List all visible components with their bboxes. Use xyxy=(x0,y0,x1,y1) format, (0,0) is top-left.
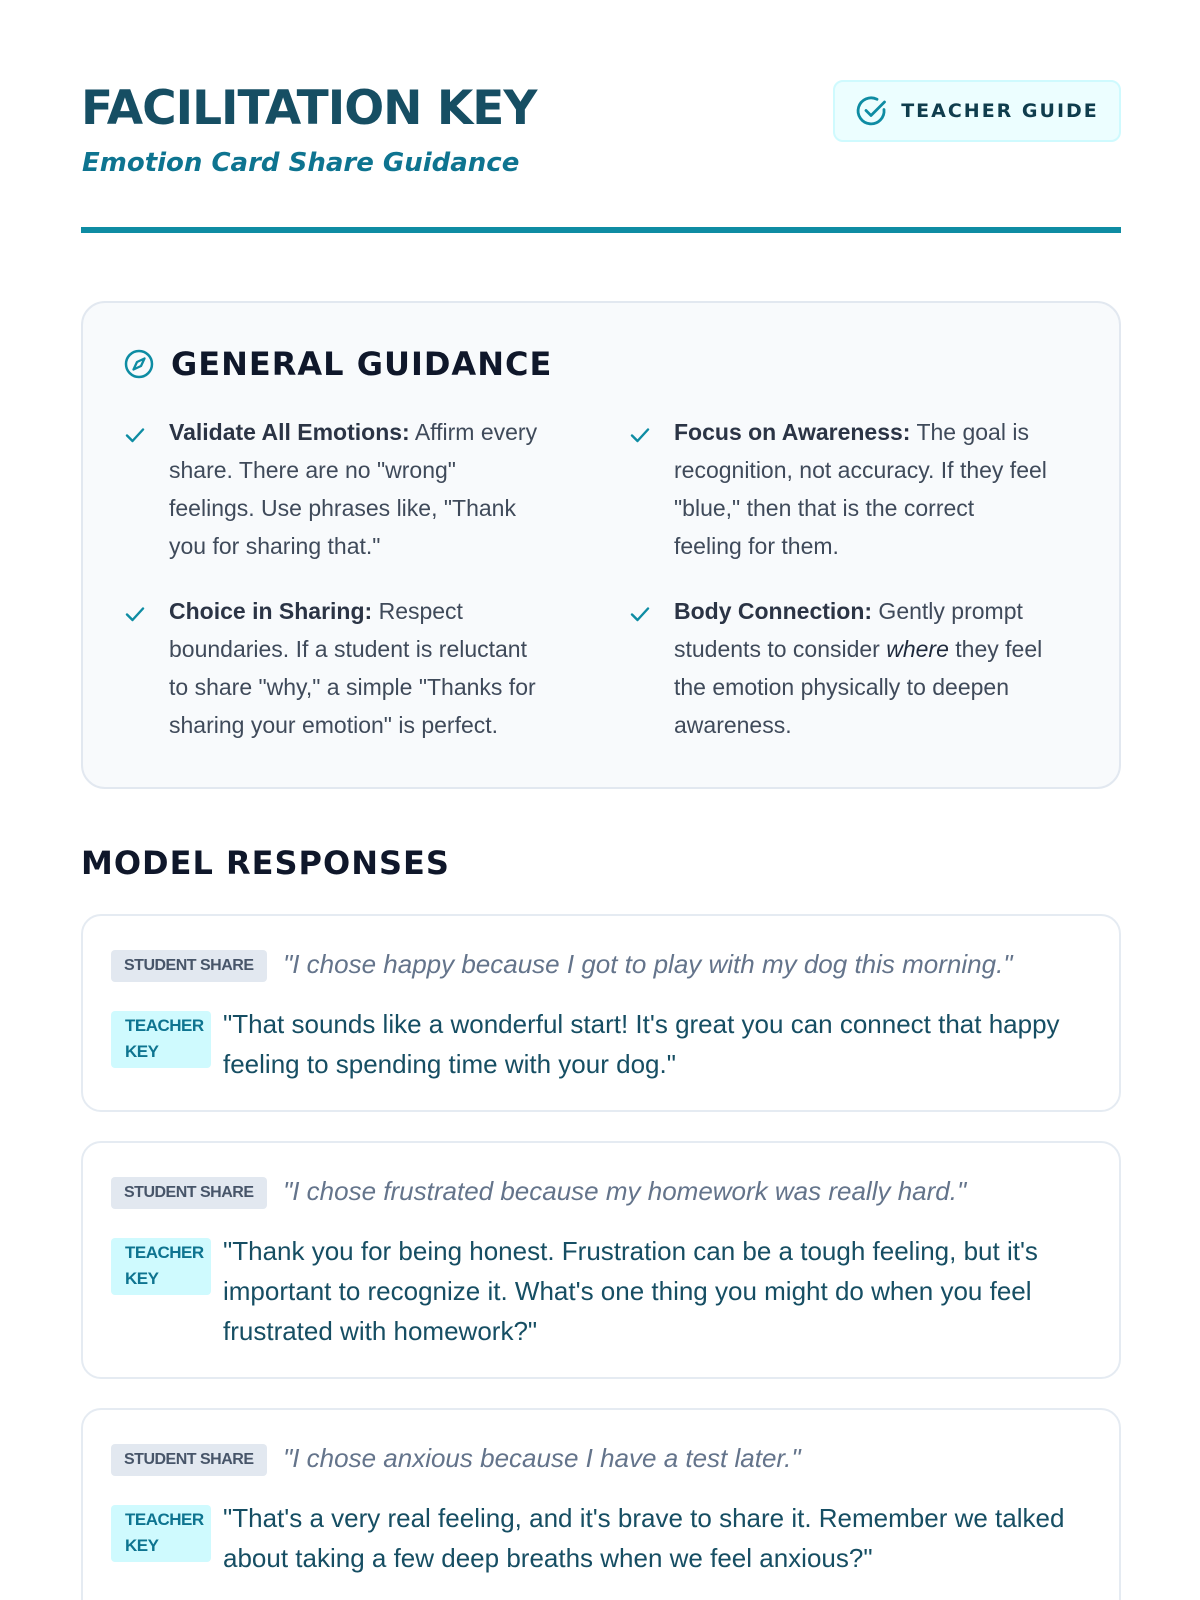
general-guidance-heading xyxy=(123,345,552,383)
model-response-card xyxy=(81,1141,1121,1379)
guidance-item-text xyxy=(169,592,543,744)
guidance-item-text xyxy=(674,413,1048,565)
guidance-item-body: Respect boundaries. If a student is reluctant to share "why," a simple "Thanks for sharing your emotion" is perfect. xyxy=(169,598,536,738)
facilitation-key-page xyxy=(81,0,1121,1573)
teacher-key-tag: TEACHER KEY xyxy=(111,1011,211,1068)
teacher-guide-badge xyxy=(833,80,1121,142)
student-share-quote: "I chose anxious because I have a test later." xyxy=(283,1443,801,1473)
model-response-card xyxy=(81,914,1121,1112)
guidance-item-term: Focus on Awareness: xyxy=(674,419,911,445)
guidance-item-body: Gently prompt students to consider xyxy=(674,598,1023,662)
teacher-guide-label: TEACHER GUIDE xyxy=(901,100,1099,122)
model-responses-title: MODEL RESPONSES xyxy=(81,844,450,882)
teacher-key-response: "That sounds like a wonderful start! It's great you can connect that happy feeling to spending time with your dog." xyxy=(223,1009,1060,1079)
header-divider xyxy=(81,227,1121,233)
compass-icon xyxy=(123,348,155,380)
guidance-item xyxy=(123,592,543,744)
guidance-item xyxy=(123,413,543,565)
guidance-item-body: The goal is recognition, not accuracy. If they feel "blue," then that is the correct feeling for them. xyxy=(674,419,1047,559)
check-icon xyxy=(628,602,652,626)
student-share-tag: STUDENT SHARE xyxy=(111,950,267,982)
guidance-item-text xyxy=(674,592,1048,744)
guidance-item-body: Affirm every share. There are no "wrong" feelings. Use phrases like, "Thank you for sharing that." xyxy=(169,419,538,559)
guidance-item-term: Choice in Sharing: xyxy=(169,598,373,624)
check-icon xyxy=(123,602,147,626)
check-icon xyxy=(628,423,652,447)
guidance-item-term: Body Connection: xyxy=(674,598,873,624)
teacher-key-tag: TEACHER KEY xyxy=(111,1505,211,1562)
teacher-key-response: "That's a very real feeling, and it's brave to share it. Remember we talked about taking a few deep breaths when we feel anxious?" xyxy=(223,1503,1065,1573)
check-icon xyxy=(123,423,147,447)
page-title: FACILITATION KEY xyxy=(81,81,537,136)
check-circle-icon xyxy=(855,94,889,128)
teacher-key-tag: TEACHER KEY xyxy=(111,1238,211,1295)
page-header xyxy=(81,0,1121,232)
student-share-quote: "I chose frustrated because my homework was really hard." xyxy=(283,1176,967,1206)
student-share-quote: "I chose happy because I got to play with my dog this morning." xyxy=(283,949,1013,979)
general-guidance-card xyxy=(81,301,1121,789)
guidance-item-emphasis: where xyxy=(886,636,949,662)
guidance-item-term: Validate All Emotions: xyxy=(169,419,410,445)
guidance-item xyxy=(628,413,1048,565)
guidance-item-body-end: they feel the emotion physically to deepen awareness. xyxy=(674,636,1043,738)
guidance-item-text xyxy=(169,413,543,565)
guidance-item xyxy=(628,592,1048,744)
student-share-tag: STUDENT SHARE xyxy=(111,1444,267,1476)
teacher-key-response: "Thank you for being honest. Frustration can be a tough feeling, but it's important to recognize it. What's one thing you might do when you feel frustrated with homework?" xyxy=(223,1236,1038,1346)
model-response-card xyxy=(81,1408,1121,1600)
page-subtitle: Emotion Card Share Guidance xyxy=(82,148,520,178)
student-share-tag: STUDENT SHARE xyxy=(111,1177,267,1209)
general-guidance-title: GENERAL GUIDANCE xyxy=(171,345,553,383)
